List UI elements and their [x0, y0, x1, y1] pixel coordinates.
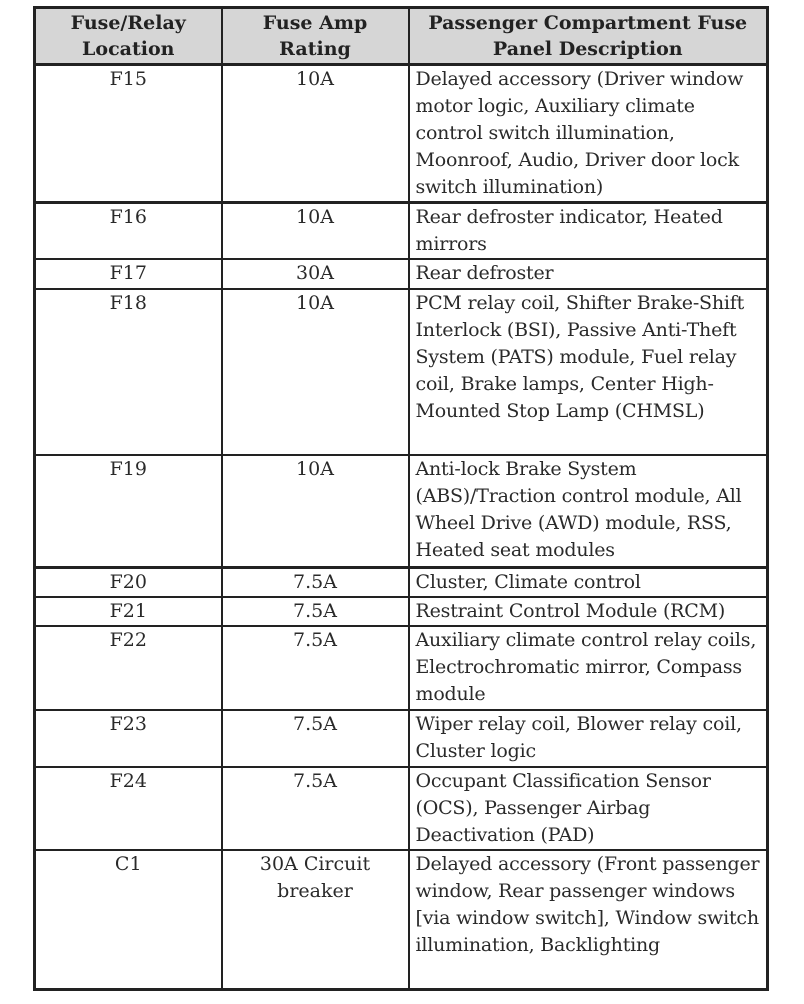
description-cell: Restraint Control Module (RCM) [409, 597, 768, 626]
description-cell: Delayed accessory (Driver window motor logic, Auxiliary climate control switch illumination, Moonroof, Audio, Driver door lock switch illumination) [409, 65, 768, 203]
amp-rating-cell: 30A [222, 259, 409, 289]
header-rating: Fuse Amp Rating [222, 8, 409, 65]
amp-rating-cell: 7.5A [222, 626, 409, 710]
fuse-location-cell: F18 [35, 289, 222, 455]
fuse-location-cell: F20 [35, 567, 222, 597]
description-cell: Auxiliary climate control relay coils, Electrochromatic mirror, Compass module [409, 626, 768, 710]
fuse-location-cell: F22 [35, 626, 222, 710]
header-row [35, 8, 768, 65]
fuse-table [33, 6, 769, 991]
fuse-location-cell: F19 [35, 455, 222, 567]
amp-rating-cell: 10A [222, 203, 409, 260]
description-cell: Delayed accessory (Front passenger window, Rear passenger windows [via window switch], Window switch illumination, Backlighting [409, 850, 768, 990]
amp-rating-cell: 7.5A [222, 597, 409, 626]
table-row [35, 710, 768, 767]
amp-rating-cell: 7.5A [222, 710, 409, 767]
description-cell: Anti-lock Brake System (ABS)/Traction control module, All Wheel Drive (AWD) module, RSS, Heated seat modules [409, 455, 768, 567]
fuse-location-cell: F21 [35, 597, 222, 626]
table-row [35, 259, 768, 289]
description-cell: PCM relay coil, Shifter Brake-Shift Interlock (BSI), Passive Anti-Theft System (PATS) module, Fuel relay coil, Brake lamps, Center High-Mounted Stop Lamp (CHMSL) [409, 289, 768, 455]
amp-rating-cell: 10A [222, 455, 409, 567]
fuse-location-cell: F15 [35, 65, 222, 203]
amp-rating-cell: 10A [222, 289, 409, 455]
description-cell: Rear defroster indicator, Heated mirrors [409, 203, 768, 260]
table-row [35, 767, 768, 850]
table-row [35, 455, 768, 567]
table-row [35, 203, 768, 260]
description-cell: Cluster, Climate control [409, 567, 768, 597]
amp-rating-cell: 10A [222, 65, 409, 203]
table-row [35, 567, 768, 597]
amp-rating-cell: 7.5A [222, 767, 409, 850]
description-cell: Rear defroster [409, 259, 768, 289]
description-cell: Occupant Classification Sensor (OCS), Passenger Airbag Deactivation (PAD) [409, 767, 768, 850]
header-description: Passenger Compartment Fuse Panel Description [409, 8, 768, 65]
fuse-location-cell: F17 [35, 259, 222, 289]
fuse-location-cell: F24 [35, 767, 222, 850]
header-location: Fuse/Relay Location [35, 8, 222, 65]
description-cell: Wiper relay coil, Blower relay coil, Cluster logic [409, 710, 768, 767]
table-row [35, 850, 768, 990]
fuse-location-cell: F23 [35, 710, 222, 767]
table-row [35, 626, 768, 710]
amp-rating-cell: 30A Circuit breaker [222, 850, 409, 990]
amp-rating-cell: 7.5A [222, 567, 409, 597]
table-row [35, 597, 768, 626]
fuse-location-cell: F16 [35, 203, 222, 260]
table-row [35, 289, 768, 455]
fuse-location-cell: C1 [35, 850, 222, 990]
table-row [35, 65, 768, 203]
